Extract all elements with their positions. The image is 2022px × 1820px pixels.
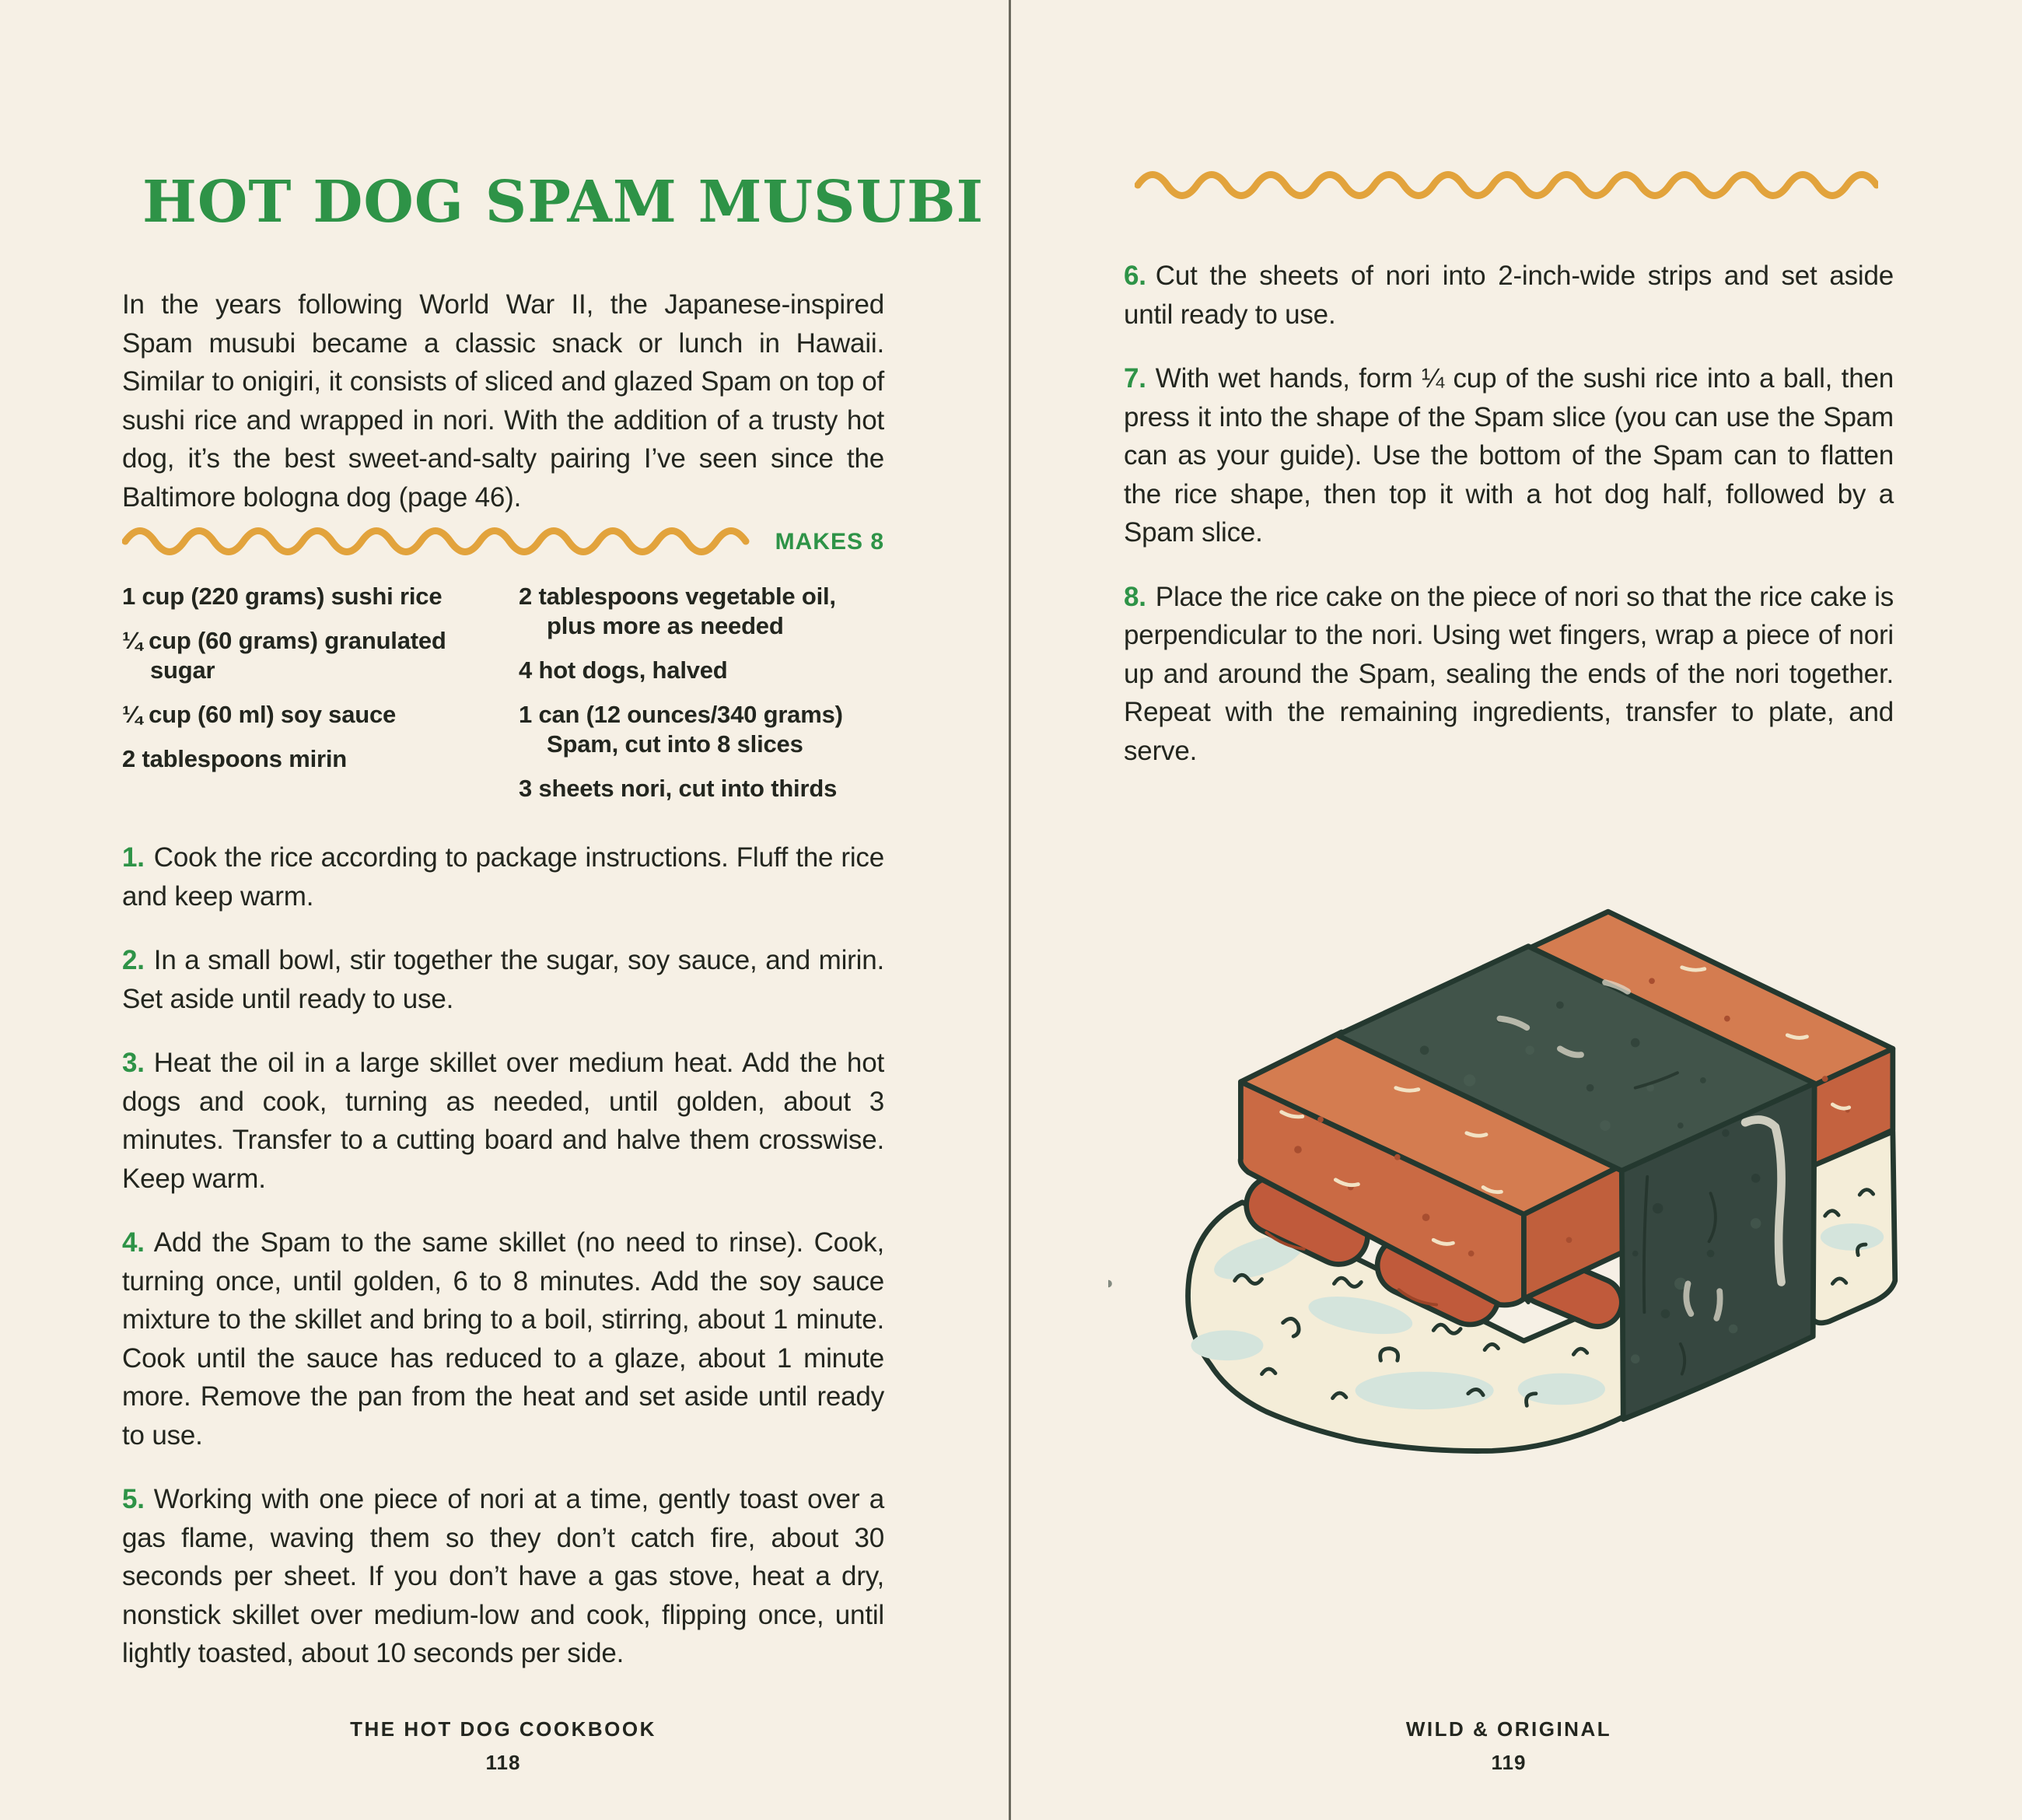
step-number: 7. [1124,363,1146,394]
divider-row-right [1135,170,1897,205]
step-1 [122,838,884,915]
left-footer [122,1717,884,1775]
book-title: THE HOT DOG COOKBOOK [350,1717,656,1741]
ingredient-item: 2 tablespoons mirin [122,745,348,772]
step-text: With wet hands, form ¼ cup of the sushi rice into a ball, then press it into the shape of the Spam slice (you can use the Spam can as your guide). Use the bottom of the Spam can to flatten the rice shape, then top it with a hot dog half, followed by a Spam slice. [1124,363,1894,548]
ingredient-item: ¼ cup (60 grams) granulated sugar [122,627,446,684]
step-number: 3. [122,1048,145,1078]
right-footer [1124,1717,1894,1775]
step-text: Working with one piece of nori at a time, gently toast over a gas flame, waving them so they don’t catch fire, about 30 seconds per sheet. If you don’t have a gas stove, heat a dry, nonstick skillet over medium-low and cook, flipping once, until lightly toasted, about 10 seconds per side. [122,1484,884,1668]
squiggle-divider-icon [122,526,754,557]
page-number: 119 [1491,1751,1527,1774]
step-number: 8. [1124,581,1146,612]
page-number: 118 [485,1751,521,1774]
ingredient-item: 2 tablespoons vegetable oil, plus more as needed [519,583,836,639]
step-7 [1124,359,1894,552]
step-text: Heat the oil in a large skillet over medium heat. Add the hot dogs and cook, turning as needed, until golden, about 3 minutes. Transfer to a cutting board and halve them crosswise. Keep warm. [122,1048,884,1194]
step-number: 6. [1124,261,1146,291]
step-text: Cut the sheets of nori into 2-inch-wide strips and set aside until ready to use. [1124,261,1894,330]
instructions-left [122,838,884,1699]
squiggle-divider-icon [1135,170,1878,201]
spam-musubi-illustration [1108,862,1936,1465]
ingredient-item: 3 sheets nori, cut into thirds [519,775,838,802]
step-2 [122,941,884,1018]
step-number: 1. [122,842,145,873]
step-6 [1124,257,1894,334]
chapter-title: WILD & ORIGINAL [1405,1717,1612,1741]
page-title: HOT DOG SPAM MUSUBI [142,168,985,236]
ingredient-item: 1 cup (220 grams) sushi rice [122,583,443,610]
ingredients-column-1 [122,582,476,818]
step-text: Cook the rice according to package instructions. Fluff the rice and keep warm. [122,842,884,912]
makes-badge: MAKES 8 [775,529,884,555]
step-number: 2. [122,945,145,975]
ingredients-list [122,582,884,818]
step-4 [122,1223,884,1454]
step-text: Place the rice cake on the piece of nori so that the rice cake is perpendicular to the nori. Using wet fingers, wrap a piece of nori up and around the Spam, sealing the ends of the nori together. Repeat with the remaining ingredients, transfer to plate, and serve. [1124,581,1894,766]
divider-row [122,526,884,562]
step-3 [122,1044,884,1198]
step-5 [122,1480,884,1673]
intro-paragraph: In the years following World War II, the Japanese-inspired Spam musubi became a classic snack or lunch in Hawaii. Similar to onigiri, it consists of sliced and glazed Spam on top of sushi rice and wrapped in nori. With the addition of a trusty hot dog, it’s the best sweet-and-salty pairing I’ve seen since the Baltimore bologna dog (page 46). [122,289,884,513]
step-number: 5. [122,1484,145,1514]
step-8 [1124,578,1894,771]
instructions-right [1124,257,1894,796]
ingredient-item: 1 can (12 ounces/340 grams) Spam, cut into 8 slices [519,701,843,758]
step-number: 4. [122,1227,145,1258]
ingredient-item: ¼ cup (60 ml) soy sauce [122,701,397,728]
ingredient-item: 4 hot dogs, halved [519,656,728,684]
step-text: In a small bowl, stir together the sugar, soy sauce, and mirin. Set aside until ready to use. [122,945,884,1014]
page-gutter-line [1009,0,1011,1820]
step-text: Add the Spam to the same skillet (no need to rinse). Cook, turning once, until golden, 6 to 8 minutes. Add the soy sauce mixture to the skillet and bring to a boil, stirring, about 1 minute. Cook until the sauce has reduced to a glaze, about 1 minute more. Remove the pan from the heat and set aside until ready to use. [122,1227,884,1451]
ingredients-column-2 [519,582,884,818]
